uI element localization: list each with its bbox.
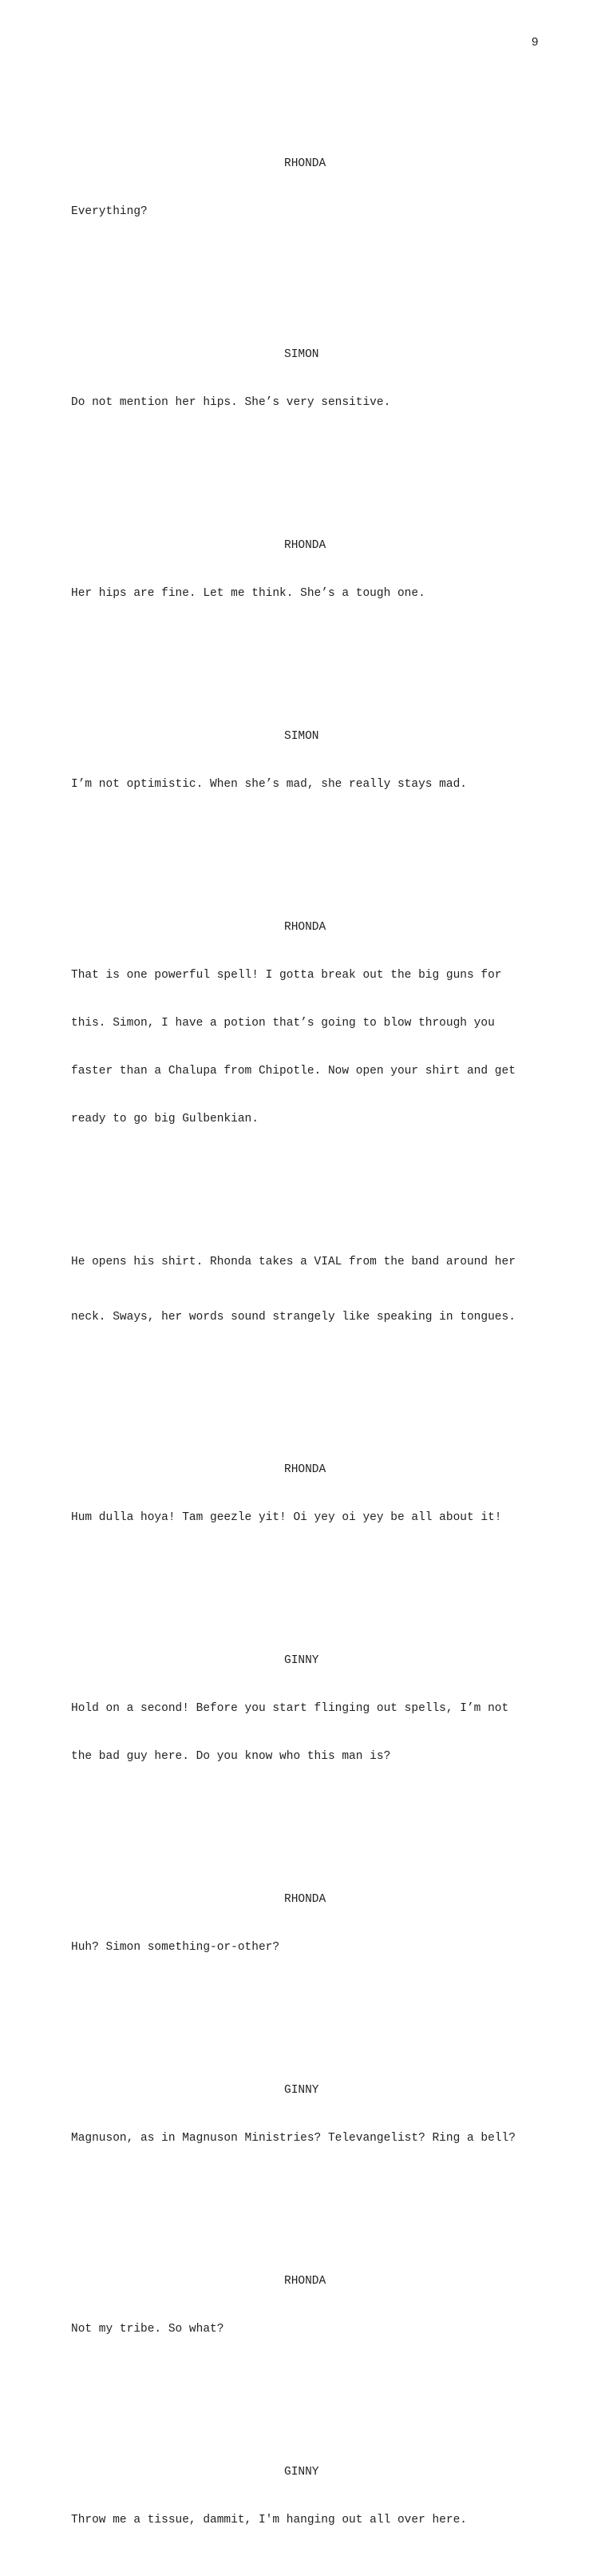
dialogue-block [71, 1606, 550, 1796]
dialogue-line: faster than a Chalupa from Chipotle. Now open your shirt and get [71, 1065, 516, 1078]
page-number: 9 [532, 35, 539, 49]
character-name: RHONDA [284, 921, 326, 934]
dialogue-block [71, 1844, 550, 1987]
action-line: neck. Sways, her words sound strangely like speaking in tongues. [71, 1311, 516, 1324]
character-name: SIMON [284, 730, 319, 743]
dialogue-line: Huh? Simon something-or-other? [71, 1941, 280, 1954]
character-name: GINNY [284, 2466, 319, 2479]
dialogue-block [71, 300, 550, 443]
dialogue-line: Her hips are fine. Let me think. She’s a tough one. [71, 587, 425, 600]
dialogue-line: Hold on a second! Before you start flinging out spells, I’m not [71, 1702, 509, 1715]
dialogue-line: I’m not optimistic. When she’s mad, she really stays mad. [71, 778, 467, 791]
dialogue-line: Magnuson, as in Magnuson Ministries? Televangelist? Ring a bell? [71, 2132, 516, 2145]
dialogue-line: this. Simon, I have a potion that’s going to blow through you [71, 1017, 495, 1030]
dialogue-line: That is one powerful spell! I gotta break out the big guns for [71, 969, 502, 982]
action-block [71, 1217, 550, 1363]
character-name: RHONDA [284, 157, 326, 170]
dialogue-block [71, 490, 550, 633]
character-name: RHONDA [284, 1893, 326, 1906]
character-name: GINNY [284, 2084, 319, 2097]
dialogue-line: ready to go big Gulbenkian. [71, 1113, 259, 1125]
dialogue-block [71, 2417, 550, 2560]
character-name: SIMON [284, 348, 319, 361]
dialogue-block [71, 2035, 550, 2178]
dialogue-block [71, 681, 550, 824]
character-name: RHONDA [284, 1463, 326, 1476]
dialogue-line: Throw me a tissue, dammit, I'm hanging out all over here. [71, 2514, 467, 2526]
character-name: GINNY [284, 1654, 319, 1667]
dialogue-line: Everything? [71, 205, 148, 218]
action-line: He opens his shirt. Rhonda takes a VIAL from the band around her [71, 1256, 516, 1268]
dialogue-line: Do not mention her hips. She’s very sensitive. [71, 396, 391, 409]
dialogue-block [71, 2226, 550, 2369]
dialogue-line: the bad guy here. Do you know who this man is? [71, 1750, 391, 1763]
dialogue-block [71, 124, 550, 252]
character-name: RHONDA [284, 539, 326, 552]
character-name: RHONDA [284, 2275, 326, 2288]
screenplay-body [71, 76, 550, 2576]
dialogue-block [71, 1415, 550, 1558]
dialogue-line: Not my tribe. So what? [71, 2323, 224, 2336]
dialogue-block [71, 872, 550, 1159]
dialogue-line: Hum dulla hoya! Tam geezle yit! Oi yey oi yey be all about it! [71, 1511, 502, 1524]
